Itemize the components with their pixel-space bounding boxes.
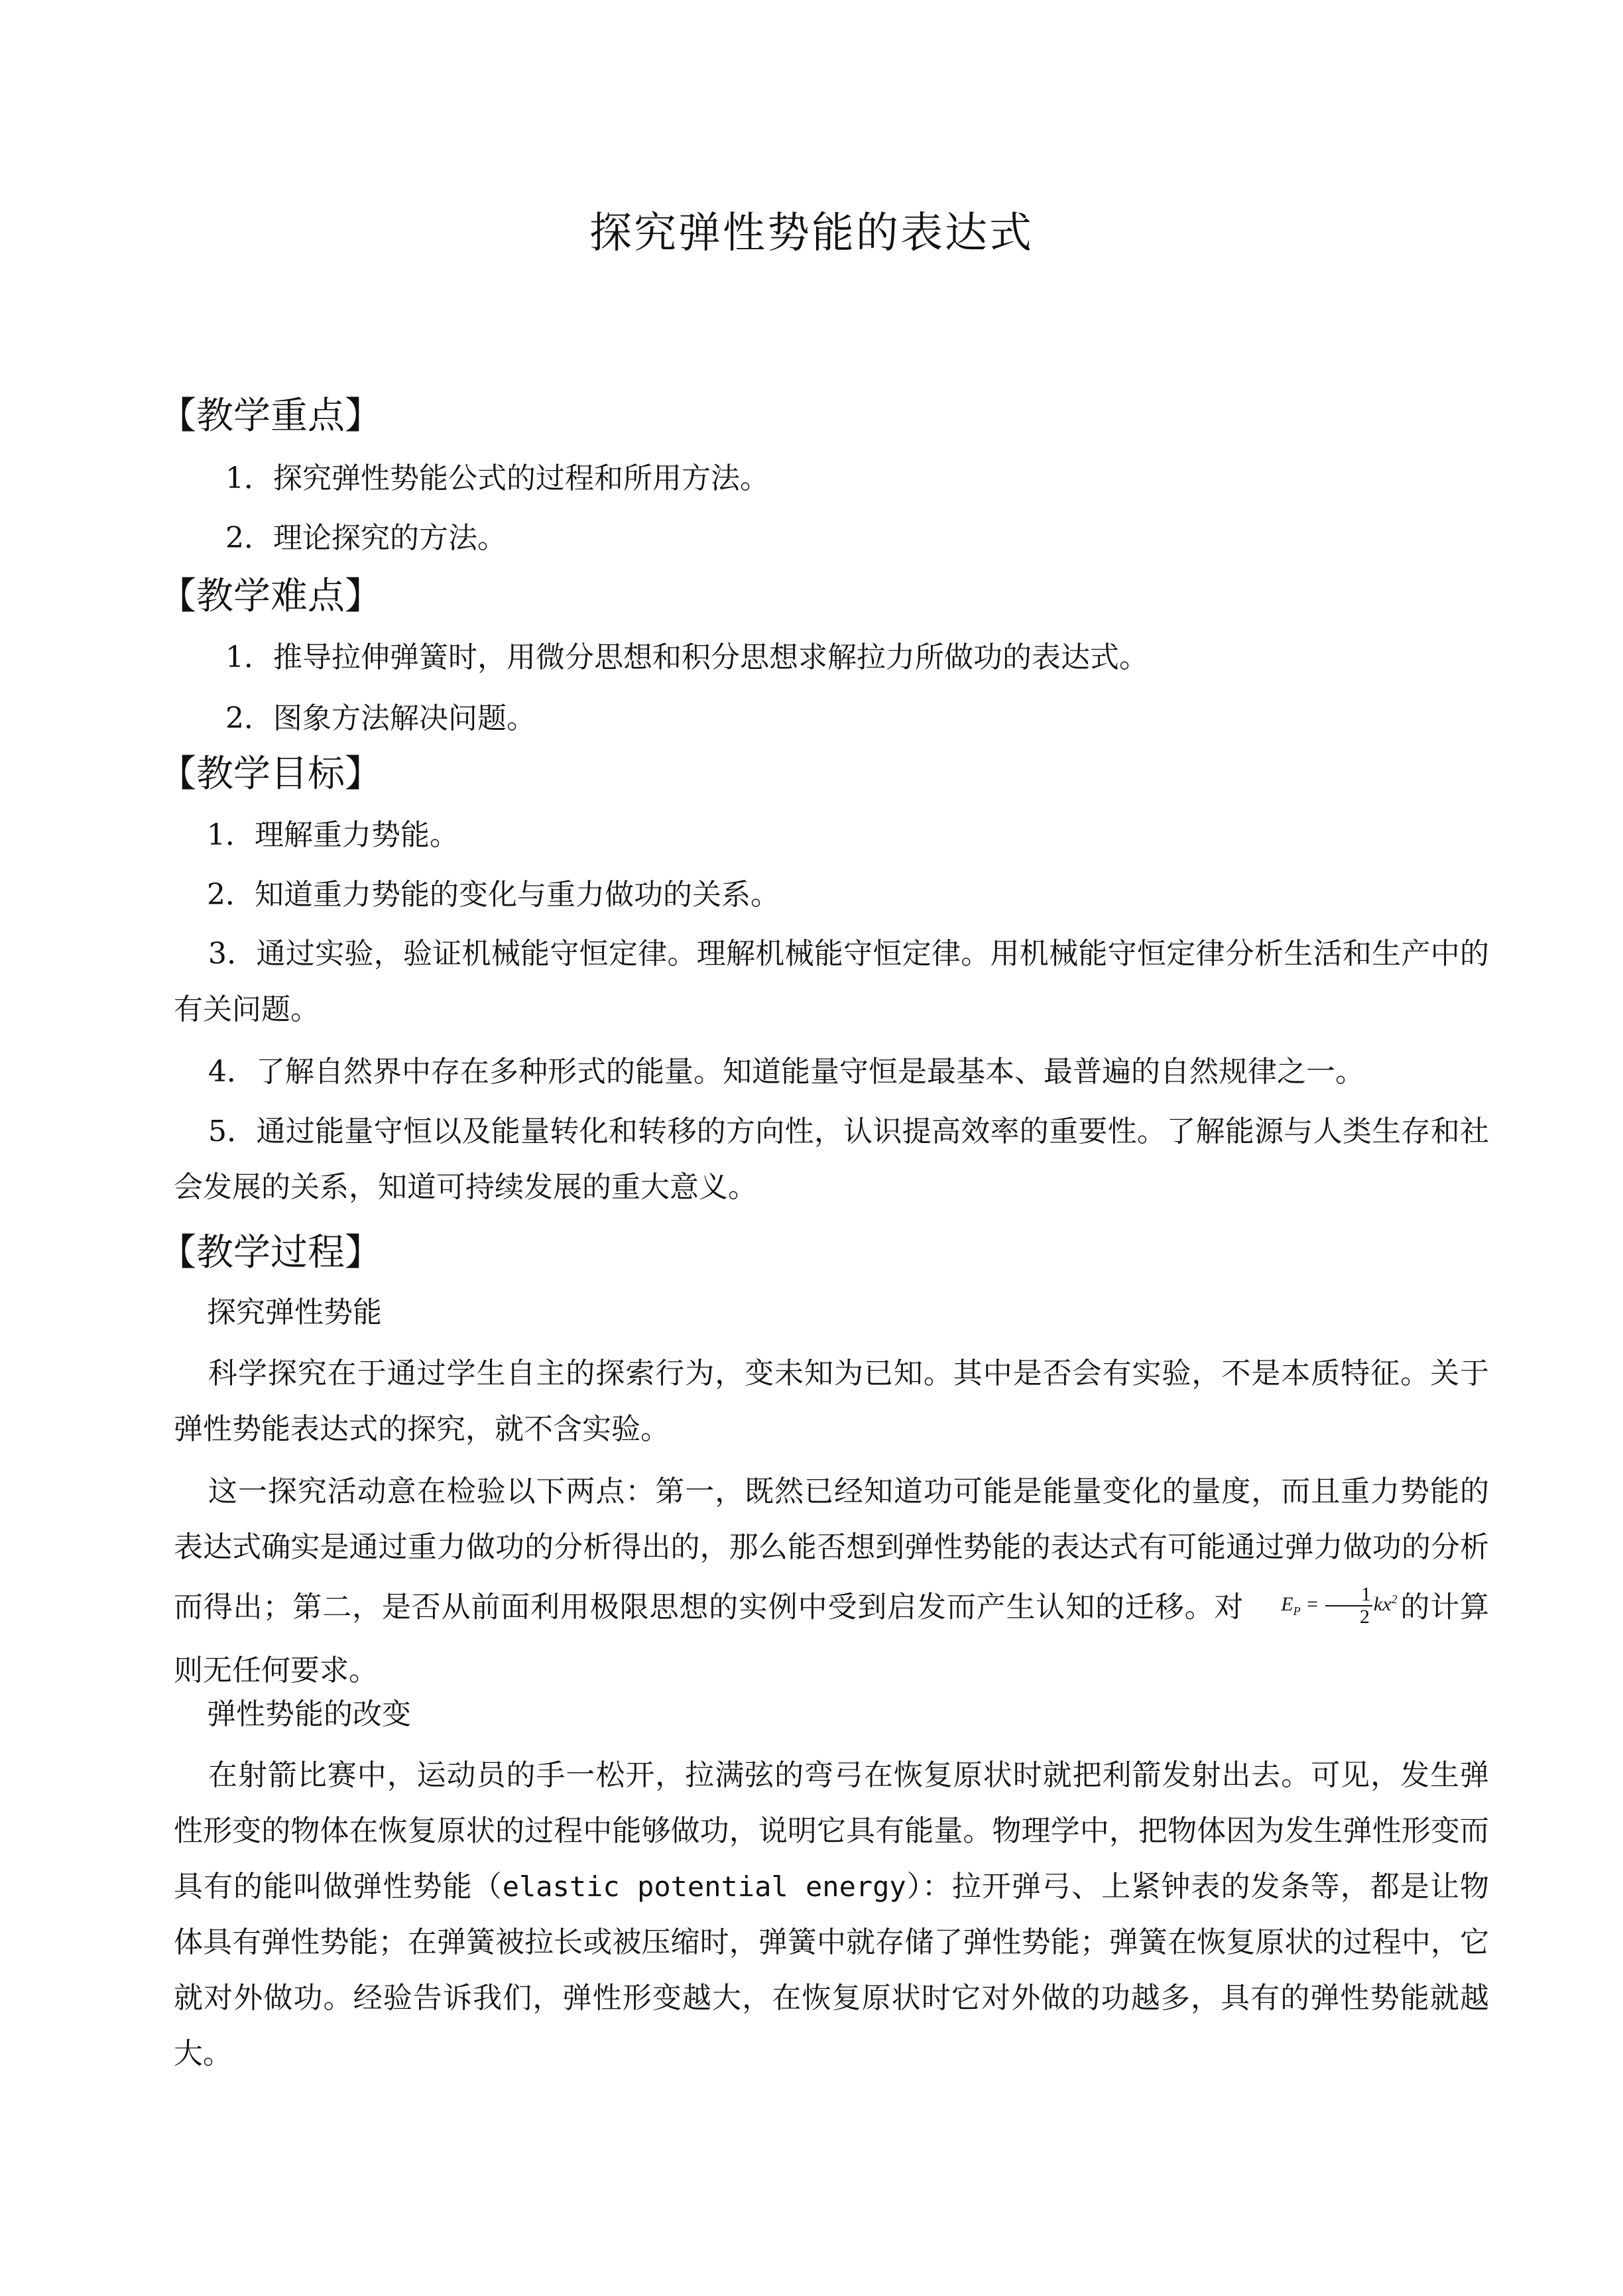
- difficulty-item-1: 1．推导拉伸弹簧时，用微分思想和积分思想求解拉力所做功的表达式。: [225, 640, 1148, 674]
- formula-eq: =: [1305, 1593, 1319, 1615]
- formula-denominator: 2: [1359, 1606, 1370, 1628]
- formula-rhs: kx: [1373, 1593, 1392, 1615]
- formula-numerator: 1: [1325, 1584, 1372, 1606]
- section-heading-difficulty: 【教学难点】: [159, 575, 382, 618]
- section-heading-process: 【教学过程】: [159, 1231, 382, 1274]
- formula-fraction: [1325, 1584, 1372, 1628]
- focus-item-2: 2．理论探究的方法。: [225, 521, 507, 555]
- paragraph-2-end: 的计算则无任何要求。: [174, 1590, 1490, 1687]
- goal-item-5: 5．通过能量守恒以及能量转化和转移的方向性，认识提高效率的重要性。了解能源与人类生存和社会发展的关系，知道可持续发展的重大意义。: [174, 1115, 1489, 1204]
- paragraph-3-text-b: ）：拉开弹弓、上紧钟表的发条等，都是让物体具有弹性势能；在弹簧被拉长或被压缩时，弹簧中就存储了弹性势能；弹簧在恢复原状的过程中，它就对外做功。经验告诉我们，弹性形变越大，在恢复原状时它对外做的功越多，具有的弹性势能就越大。: [174, 1870, 1490, 2071]
- paragraph-3: [174, 1748, 1489, 2082]
- formula-rhs-sup: 2: [1391, 1593, 1398, 1606]
- paragraph-2-text: 这一探究活动意在检验以下两点：第一，既然已经知道功可能是能量变化的量度，而且重力势能的表达式确实是通过重力做功的分析得出的，那么能否想到弹性势能的表达式有可能通过弹力做功的分析而得出；第二，是否从前面利用极限思想的实例中受到启发而产生认知的迁移。对: [174, 1475, 1489, 1624]
- goal-item-2: 2．知道重力势能的变化与重力做功的关系。: [207, 878, 780, 912]
- paragraph-1: 科学探究在于通过学生自主的探索行为，变未知为已知。其中是否会有实验，不是本质特征。关于弹性势能表达式的探究，就不含实验。: [174, 1357, 1489, 1446]
- goal-item-1: 1．理解重力势能。: [207, 818, 459, 852]
- elastic-energy-formula: [1246, 1571, 1397, 1639]
- goal-item-3: 3．通过实验，验证机械能守恒定律。理解机械能守恒定律。用机械能守恒定律分析生活和生产中的有关问题。: [174, 937, 1489, 1026]
- paragraph-2: [174, 1464, 1489, 1699]
- difficulty-item-2: 2．图象方法解决问题。: [225, 701, 536, 735]
- formula-lhs: E: [1281, 1593, 1293, 1615]
- page-title: 探究弹性势能的表达式: [589, 209, 1034, 258]
- paragraph-3-text-a: 在射箭比赛中，运动员的手一松开，拉满弦的弯弓在恢复原状时就把利箭发射出去。可见，发生弹性形变的物体在恢复原状的过程中能够做功，说明它具有能量。物理学中，把物体因为发生弹性形变而具有的能叫做弹性势能（: [174, 1758, 1489, 1903]
- subheading-explore: 探究弹性势能: [207, 1296, 382, 1329]
- section-heading-focus: 【教学重点】: [159, 394, 382, 438]
- focus-item-1: 1．探究弹性势能公式的过程和所用方法。: [225, 461, 769, 495]
- english-term: elastic potential energy: [502, 1870, 906, 1903]
- formula-lhs-sub: P: [1293, 1604, 1301, 1618]
- section-heading-goals: 【教学目标】: [159, 753, 382, 796]
- subheading-change: 弹性势能的改变: [207, 1697, 411, 1731]
- goal-item-4: 4．了解自然界中存在多种形式的能量。知道能量守恒是最基本、最普遍的自然规律之一。: [208, 1055, 1364, 1089]
